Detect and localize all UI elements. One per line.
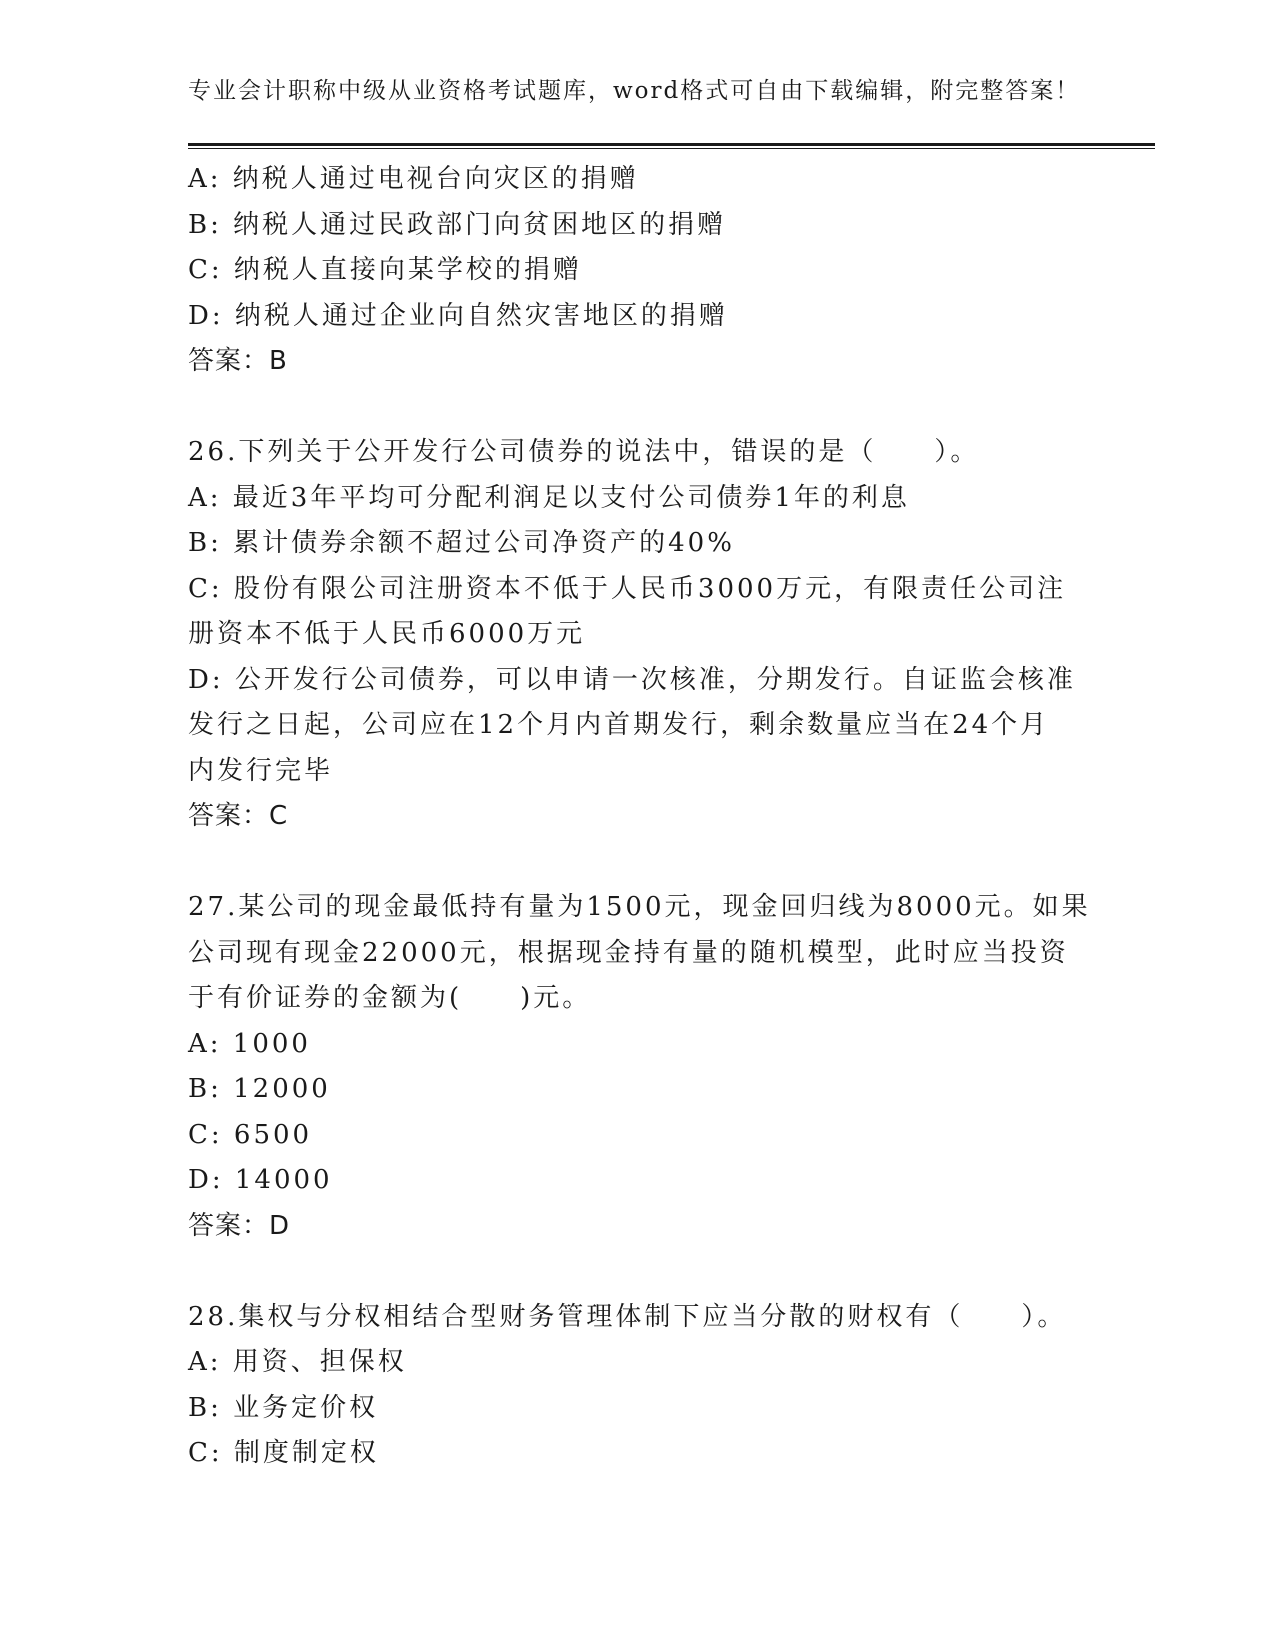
option-d: D: 14000 (188, 1165, 333, 1195)
option-d: D: 纳税人通过企业向自然灾害地区的捐赠 (188, 300, 728, 331)
header-divider (188, 143, 1155, 150)
option-c: C: 6500 (188, 1119, 313, 1150)
question-27 (188, 885, 1091, 1249)
option-c: C: 制度制定权 (188, 1438, 379, 1468)
spacer (188, 840, 1088, 886)
option-a: A: 1000 (188, 1028, 311, 1059)
question-25-continued (188, 157, 1088, 385)
spacer (188, 1249, 1088, 1295)
option-a: A: 纳税人通过电视台向灾区的捐赠 (188, 164, 639, 194)
option-a: A: 用资、担保权 (188, 1347, 407, 1377)
question-stem: 26.下列关于公开发行公司债券的说法中，错误的是（ ）。 (188, 437, 980, 467)
answer-line: 答案：D (188, 1210, 291, 1241)
option-b: B: 累计债券余额不超过公司净资产的40% (188, 528, 735, 558)
option-a: A: 最近3年平均可分配利润足以支付公司债券1年的利息 (188, 482, 910, 513)
question-26 (188, 430, 1088, 840)
question-stem: 28.集权与分权相结合型财务管理体制下应当分散的财权有（ ）。 (188, 1301, 1067, 1332)
option-d-continued: 内发行完毕 (188, 755, 334, 786)
option-b: B: 业务定价权 (188, 1392, 379, 1423)
option-b: B: 12000 (188, 1074, 331, 1104)
option-d: D: 公开发行公司债券，可以申请一次核准，分期发行。自证监会核准 (188, 664, 1076, 695)
question-28 (188, 1295, 1088, 1477)
document-body (188, 157, 1091, 1477)
header-divider-thick (188, 143, 1155, 146)
option-c: C: 纳税人直接向某学校的捐赠 (188, 255, 582, 285)
answer-line: 答案：C (188, 801, 289, 831)
option-d-continued: 发行之日起，公司应在12个月内首期发行，剩余数量应当在24个月 (188, 710, 1050, 740)
question-stem-continued: 于有价证券的金额为( )元。 (188, 983, 592, 1013)
spacer (188, 385, 1088, 431)
question-stem-continued: 公司现有现金22000元，根据现金持有量的随机模型，此时应当投资 (188, 937, 1069, 968)
option-b: B: 纳税人通过民政部门向贫困地区的捐赠 (188, 209, 727, 240)
header-title: 专业会计职称中级从业资格考试题库，word格式可自由下载编辑，附完整答案！ (188, 78, 1081, 104)
option-c-continued: 册资本不低于人民币6000万元 (188, 619, 586, 649)
header-divider-thin (188, 148, 1155, 149)
answer-line: 答案：B (188, 346, 288, 376)
option-c: C: 股份有限公司注册资本不低于人民币3000万元，有限责任公司注 (188, 573, 1067, 604)
question-stem: 27.某公司的现金最低持有量为1500元，现金回归线为8000元。如果 (188, 892, 1091, 922)
